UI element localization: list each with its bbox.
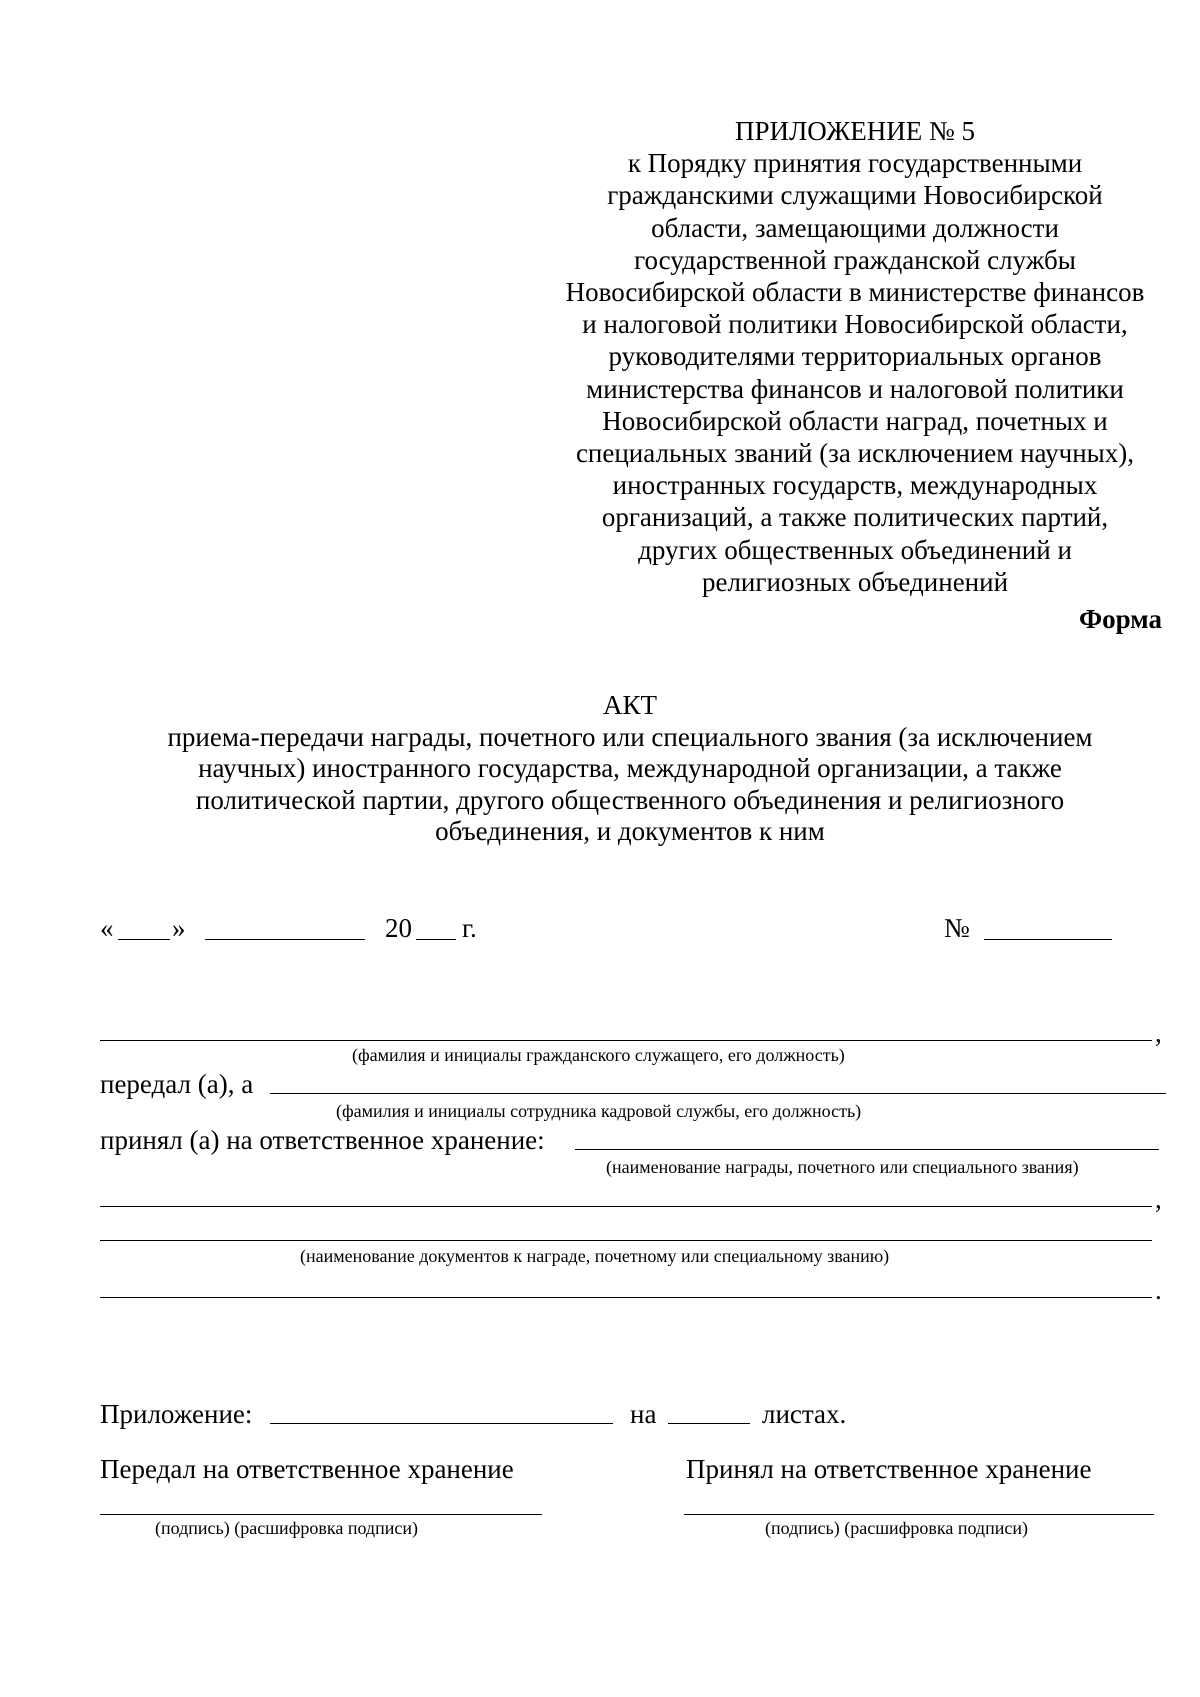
- year-field[interactable]: [416, 939, 456, 940]
- documents-continuation-field[interactable]: [100, 1297, 1152, 1298]
- title-line: научных) иностранного государства, международной организации, а также: [198, 753, 1062, 783]
- appendix-line: Новосибирской области в министерстве финансов: [565, 277, 1145, 308]
- employee-field[interactable]: [100, 1040, 1152, 1041]
- title-line: объединения, и документов к ним: [435, 816, 825, 846]
- year-suffix: г.: [462, 913, 477, 943]
- appendix-line: ПРИЛОЖЕНИЕ № 5: [734, 116, 976, 146]
- accepted-signature-field[interactable]: [684, 1514, 1154, 1515]
- documents-caption: (наименование документов к награде, почетному или специальному званию): [300, 1246, 890, 1266]
- appendix-line: гражданскими служащими Новосибирской: [607, 180, 1103, 211]
- appendix-line: организаций, а также политических партий,: [601, 502, 1109, 533]
- title-heading: АКТ: [603, 690, 657, 720]
- accepted-by-label: Принял на ответственное хранение: [686, 1454, 1092, 1484]
- award-field[interactable]: [575, 1149, 1159, 1150]
- act-number-field[interactable]: [984, 939, 1112, 940]
- title-line: политической партии, другого общественного объединения и религиозного: [195, 784, 1065, 815]
- sheet-count-field[interactable]: [668, 1423, 750, 1424]
- transferred-by-label: Передал на ответственное хранение: [100, 1454, 514, 1484]
- day-field[interactable]: [118, 939, 170, 940]
- appendix-line: религиозных объединений: [701, 566, 1009, 597]
- hr-officer-caption: (фамилия и инициалы сотрудника кадровой службы, его должность): [336, 1101, 862, 1121]
- documents-field[interactable]: [100, 1240, 1152, 1241]
- appendix-header: [545, 115, 1165, 598]
- appendix-line: других общественных объединений и: [638, 534, 1072, 565]
- appendix-line: иностранных государств, международных: [612, 470, 1098, 501]
- appendix-line: руководителями территориальных органов: [608, 341, 1102, 372]
- title-line: приема-передачи награды, почетного или специального звания (за исключением: [167, 721, 1093, 752]
- documents-period: .: [1155, 1275, 1162, 1305]
- appendix-line: области, замещающими должности: [651, 212, 1059, 243]
- accepted-signature-caption: (подпись) (расшифровка подписи): [765, 1518, 1028, 1538]
- year-prefix: 20: [385, 913, 412, 943]
- appendix-line: государственной гражданской службы: [634, 244, 1076, 275]
- appendix-line: специальных званий (за исключением научных),: [575, 438, 1135, 469]
- month-field[interactable]: [205, 939, 365, 940]
- date-close-quote: »: [172, 913, 186, 943]
- transferred-signature-field[interactable]: [100, 1514, 542, 1515]
- appendix-line: министерства финансов и налоговой политики: [586, 373, 1124, 404]
- appendix-line: и налоговой политики Новосибирской области,: [582, 309, 1128, 340]
- appendix-line: к Порядку принятия государственными: [627, 148, 1083, 179]
- award-caption: (наименование награды, почетного или специального звания): [606, 1157, 1079, 1177]
- transferred-signature-caption: (подпись) (расшифровка подписи): [155, 1518, 418, 1538]
- award-continuation-field[interactable]: [100, 1206, 1152, 1207]
- attachment-sheets-label: листах.: [762, 1399, 847, 1429]
- number-sign: №: [944, 913, 970, 943]
- transferred-label: передал (а), а: [100, 1069, 254, 1099]
- attachment-on-label: на: [630, 1399, 657, 1429]
- hr-officer-field[interactable]: [270, 1093, 1166, 1094]
- attachment-label: Приложение:: [100, 1399, 253, 1429]
- award-comma: ,: [1155, 1184, 1162, 1214]
- appendix-line: Новосибирской области наград, почетных и: [602, 405, 1108, 436]
- employee-comma: ,: [1155, 1018, 1162, 1048]
- attachment-field[interactable]: [270, 1423, 613, 1424]
- form-label: Форма: [1078, 604, 1162, 634]
- employee-caption: (фамилия и инициалы гражданского служащего, его должность): [352, 1045, 845, 1065]
- date-open-quote: «: [100, 913, 114, 943]
- document-title: [100, 690, 1160, 848]
- accepted-label: принял (а) на ответственное хранение:: [100, 1125, 545, 1155]
